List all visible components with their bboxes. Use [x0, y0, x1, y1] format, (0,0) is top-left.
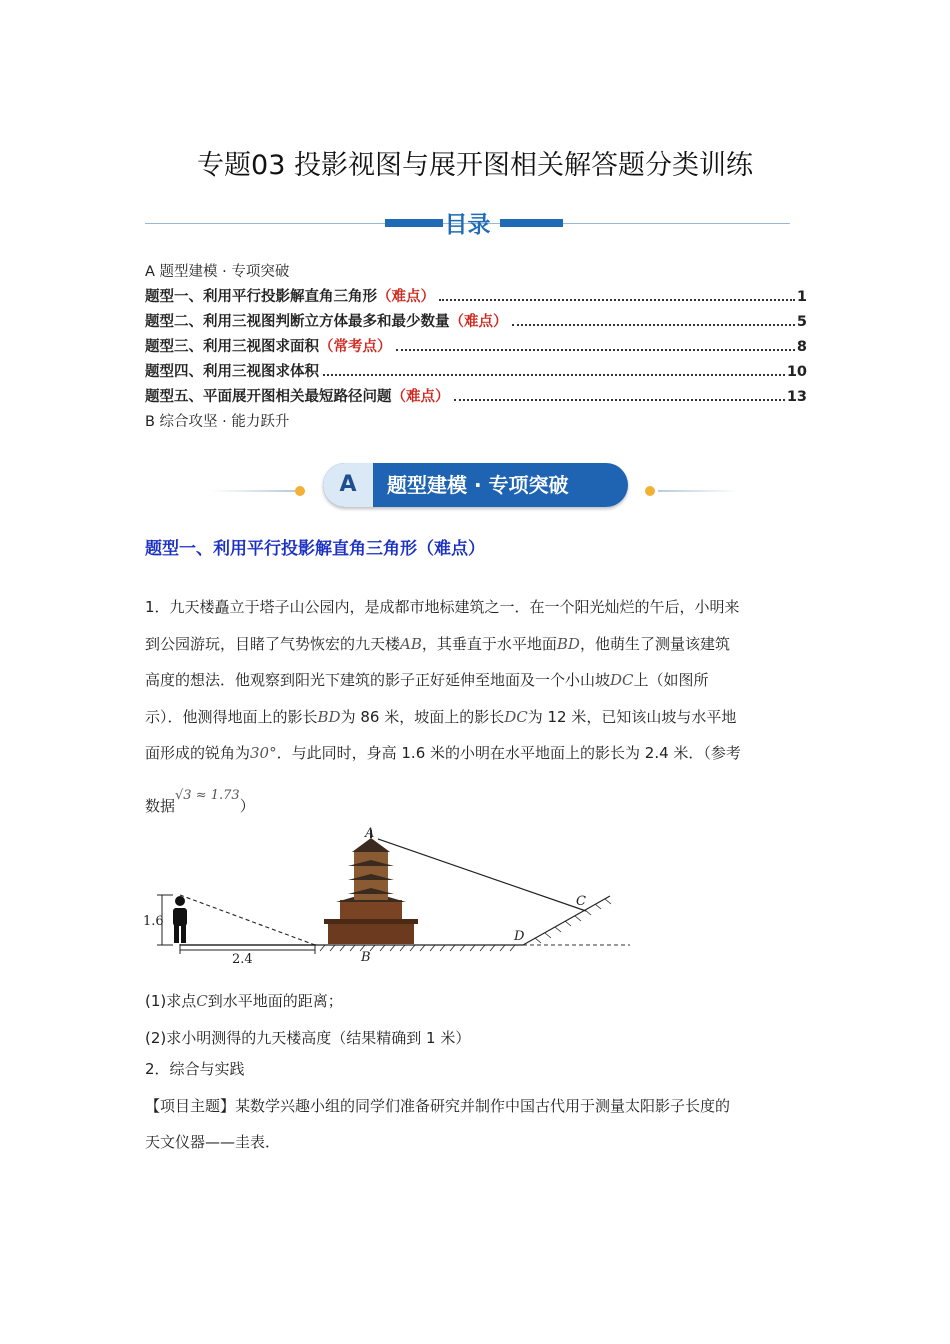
shadow-figure [140, 822, 650, 967]
banner-letter: A [323, 463, 373, 507]
ground-hatching [320, 945, 515, 951]
section-banner [210, 463, 740, 509]
table-of-contents [145, 260, 807, 435]
toc-item-4[interactable]: 题型四、利用三视图求体积 10 [145, 364, 807, 380]
sun-ray-AC [378, 839, 586, 911]
toc-item-5[interactable]: 题型五、平面展开图相关最短路径问题 （难点） 13 [145, 389, 807, 405]
point-a-label: A [365, 826, 375, 841]
point-d-label: D [514, 929, 525, 944]
banner-left-dot [295, 486, 305, 496]
toc-part-a[interactable]: A 题型建模 · 专项突破 [145, 264, 290, 280]
height-label: 1.6 [143, 914, 164, 929]
problem-1-text: 1．九天楼矗立于塔子山公园内，是成都市地标建筑之一．在一个阳光灿烂的午后，小明来 到公园游玩，目睹了气势恢宏的九天楼AB，其垂直于水平地面BD，他萌生了测量该建筑 高度的想法．他观察到阳光下建筑的影子正好延伸至地面及一个小山坡DC上（如图所 示）．他测得地面上的影长BD为 86 米，坡面上的影长DC为 12 米，已知该山坡与水平地 面形成的锐角为30°．与此同时，身高 1.6 米的小明在水平地面上的影长为 2.4 米．（参考 数据√3 ≈ 1.73） [145, 598, 741, 815]
shadow-label: 2.4 [232, 952, 253, 967]
page-title: 专题03 投影视图与展开图相关解答题分类训练 [197, 150, 753, 181]
toc-item-3[interactable]: 题型三、利用三视图求面积 （常考点） 8 [145, 339, 807, 355]
tower-icon [324, 830, 418, 944]
sqrt3-reference: √3 ≈ 1.73 [175, 787, 240, 803]
slope-hatching [535, 899, 611, 943]
point-c-label: C [576, 894, 586, 909]
banner-text: 题型建模 · 专项突破 [387, 473, 569, 497]
person-sun-ray [180, 895, 315, 945]
slope-line [523, 896, 610, 945]
question-type-heading: 题型一、利用平行投影解直角三角形（难点） [145, 539, 485, 559]
toc-item-2[interactable]: 题型二、利用三视图判断立方体最多和最少数量 （难点） 5 [145, 314, 807, 330]
person-icon [173, 896, 187, 943]
banner-pill [323, 463, 628, 507]
toc-heading: 目录 [444, 212, 491, 238]
banner-right-dot [645, 486, 655, 496]
banner-right-line [658, 490, 740, 492]
problem-1-questions: (1)求点C到水平地面的距离； (2)求小明测得的九天楼高度（结果精确到 1 米） [145, 992, 471, 1047]
problem-2-text: 2．综合与实践 【项目主题】某数学兴趣小组的同学们准备研究并制作中国古代用于测量太阳影子长度的 天文仪器——圭表． [145, 1060, 731, 1151]
toc-header [145, 206, 790, 238]
toc-part-b[interactable]: B 综合攻坚 · 能力跃升 [145, 414, 290, 430]
banner-left-line [210, 490, 295, 492]
point-b-label: B [361, 950, 371, 965]
toc-item-1[interactable]: 题型一、利用平行投影解直角三角形 （难点） 1 [145, 289, 807, 305]
